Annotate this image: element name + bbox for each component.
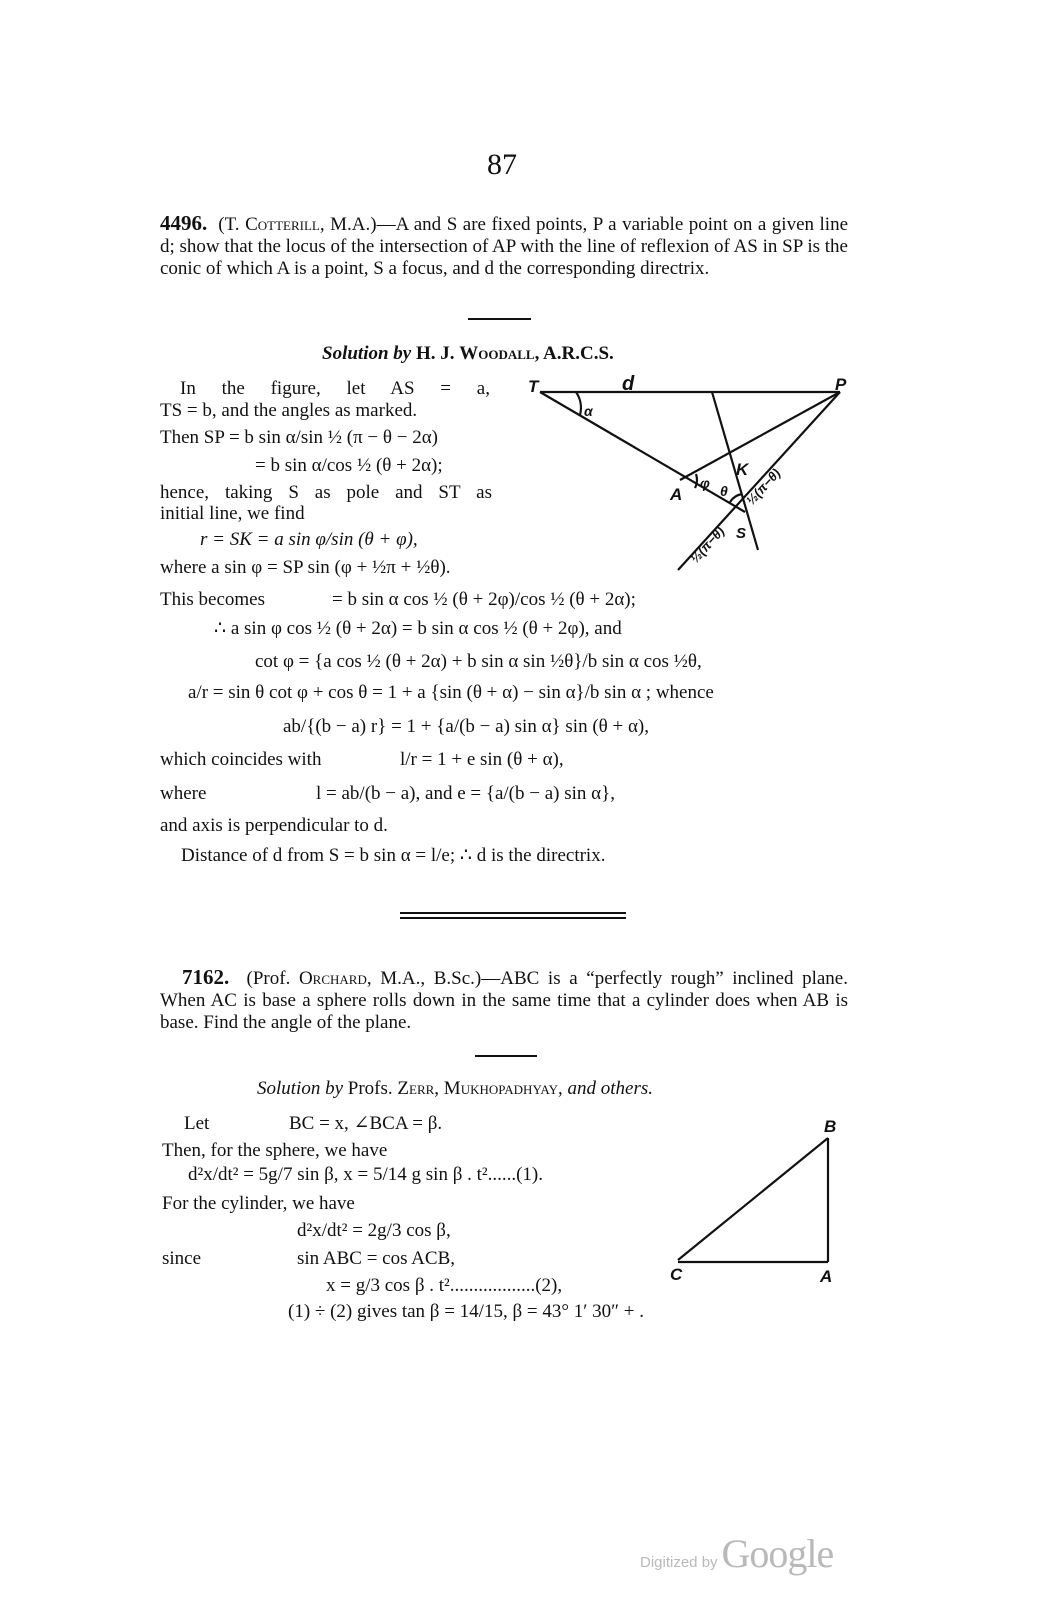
- figure-inclined-plane: [660, 1110, 860, 1290]
- solution-line: where: [160, 783, 207, 804]
- solution-line: sin ABC = cos ACB,: [297, 1248, 456, 1269]
- solution-line: Let: [184, 1113, 210, 1134]
- label-alpha: α: [584, 403, 593, 419]
- label-S: S: [736, 525, 747, 542]
- solution-line: = b sin α cos ½ (θ + 2φ)/cos ½ (θ + 2α);: [332, 589, 636, 610]
- label-B: B: [824, 1117, 837, 1136]
- angle-alpha-arc: [576, 392, 581, 415]
- solution-line: x = g/3 cos β . t²..................(2),: [326, 1275, 563, 1296]
- label-P: P: [835, 375, 847, 394]
- section-rule: [468, 318, 531, 320]
- problem-number: 7162.: [182, 965, 230, 989]
- label-C: C: [670, 1265, 683, 1284]
- digitized-by-google-watermark: Digitized by Google: [640, 1531, 834, 1576]
- label-half-pi-minus-theta-lower: ½(π−θ): [687, 523, 728, 567]
- solution-heading: Solution by H. J. Woodall, A.R.C.S.: [322, 343, 614, 364]
- label-half-pi-minus-theta-upper: ½(π−θ): [743, 465, 784, 509]
- solution-line: Distance of d from S = b sin α = l/e; ∴ d is the directrix.: [181, 845, 606, 866]
- problem-7162-statement: 7162. (Prof. Orchard, M.A., B.Sc.)—ABC is a “perfectly rough” inclined plane. When AC is base a sphere rolls down in the same time that a cylinder does when AB is base. Find the angle of the plane.: [160, 965, 848, 1033]
- solution-line: d²x/dt² = 2g/3 cos β,: [297, 1220, 451, 1241]
- author-name: Cotterill: [245, 214, 320, 235]
- solution-line: This becomes: [160, 589, 266, 610]
- statement-text: —ABC is a “perfectly rough” inclined plane. When AC is base a sphere rolls down in the same time that a cylinder does when AB is base. Find the angle of the plane.: [160, 968, 848, 1033]
- label-A: A: [820, 1267, 833, 1286]
- solution-line: ∴ a sin φ cos ½ (θ + 2α) = b sin α cos ½ (θ + 2φ), and: [214, 618, 622, 639]
- solution-line: Then, for the sphere, we have: [162, 1140, 388, 1161]
- solution-line: where a sin φ = SP sin (φ + ½π + ½θ).: [160, 557, 451, 578]
- solution-line: ab/{(b − a) r} = 1 + {a/(b − a) sin α} sin (θ + α),: [283, 716, 649, 737]
- solution-line: a/r = sin θ cot φ + cos θ = 1 + a {sin (θ + α) − sin α}/b sin α ; whence: [188, 682, 714, 703]
- solution-line: BC = x, ∠BCA = β.: [289, 1113, 443, 1134]
- label-A: A: [670, 485, 683, 504]
- label-theta: θ: [720, 483, 728, 499]
- page-number: 87: [487, 148, 517, 181]
- section-rule: [475, 1055, 537, 1057]
- solution-line: cot φ = {a cos ½ (θ + 2α) + b sin α sin ½θ}/b sin α cos ½θ,: [255, 651, 702, 672]
- solution-line: l = ab/(b − a), and e = {a/(b − a) sin α},: [316, 783, 615, 804]
- solution-line: For the cylinder, we have: [162, 1193, 355, 1214]
- double-rule-top: [400, 912, 626, 914]
- solution-line: since: [162, 1248, 202, 1269]
- solver-name: Woodall: [459, 343, 535, 364]
- google-logo: Google: [721, 1531, 834, 1576]
- solution-line: hence, taking S as pole and ST as: [160, 482, 492, 503]
- label-phi: φ: [700, 475, 710, 491]
- solver-name: Mukhopadhyay: [443, 1078, 558, 1099]
- angle-phi-arc: [695, 474, 697, 488]
- problem-number: 4496.: [160, 211, 208, 235]
- solution-line: In the figure, let AS = a,: [180, 378, 490, 399]
- author-name: Orchard: [298, 968, 367, 989]
- solver-name: Zerr: [397, 1078, 435, 1099]
- solution-line: TS = b, and the angles as marked.: [160, 400, 418, 421]
- side-BC: [678, 1138, 828, 1260]
- label-K: K: [736, 460, 749, 479]
- line-AP: [680, 392, 840, 480]
- solution-line: (1) ÷ (2) gives tan β = 14/15, β = 43° 1′ 30″ + .: [288, 1301, 644, 1322]
- problem-4496-statement: 4496. (T. Cotterill, M.A.)—A and S are fixed points, P a variable point on a given line d; show that the locus of the intersection of AP with the line of reflexion of AS in SP is the conic of which A is a point, S a focus, and d the corresponding directrix.: [160, 211, 849, 279]
- solution-line: which coincides with: [160, 749, 322, 770]
- solution-line: and axis is perpendicular to d.: [160, 815, 388, 836]
- label-d: d: [622, 373, 635, 395]
- solution-heading: Solution by Profs. Zerr, Mukhopadhyay, and others.: [257, 1078, 653, 1099]
- figure-conic-diagram: [500, 370, 860, 580]
- solution-line: initial line, we find: [160, 503, 305, 524]
- solution-line: Then SP = b sin α/sin ½ (π − θ − 2α): [160, 427, 438, 448]
- solution-line: r = SK = a sin φ/sin (θ + φ),: [200, 529, 418, 550]
- solution-line: l/r = 1 + e sin (θ + α),: [400, 749, 564, 770]
- line-TS: [540, 392, 745, 512]
- double-rule-bottom: [400, 917, 626, 919]
- statement-text: —A and S are fixed points, P a variable point on a given line d; show that the locus of the intersection of AP with the line of reflexion of AS in SP is the conic of which A is a point, S a focus, and d the corresponding directrix.: [160, 214, 849, 279]
- label-T: T: [528, 377, 539, 396]
- solution-line: d²x/dt² = 5g/7 sin β, x = 5/14 g sin β . t²......(1).: [188, 1164, 543, 1185]
- solution-line: = b sin α/cos ½ (θ + 2α);: [255, 455, 443, 476]
